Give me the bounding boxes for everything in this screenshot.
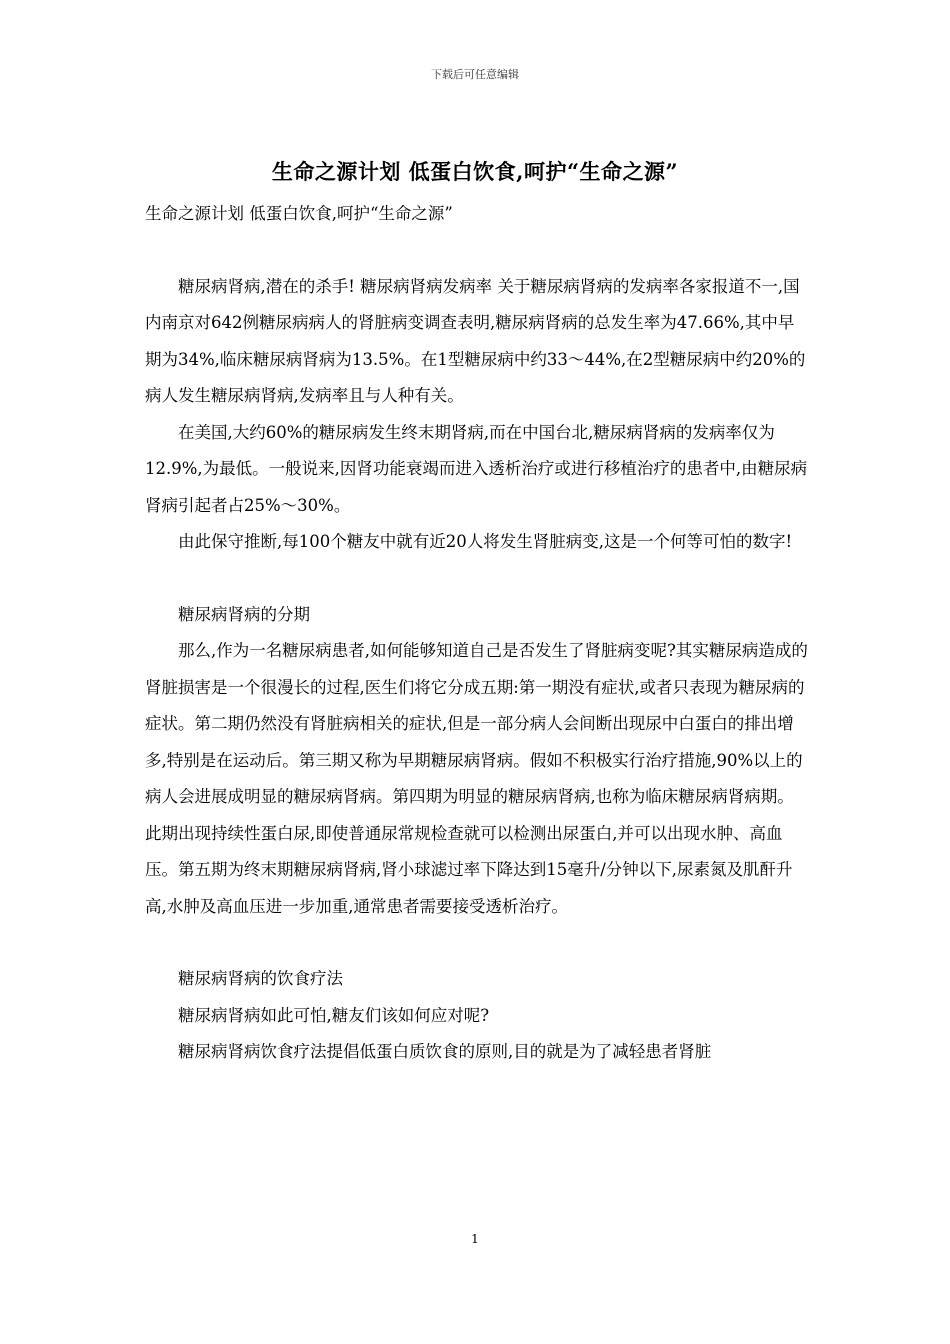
spacer xyxy=(145,233,809,269)
document-title: 生命之源计划 低蛋白饮食,呵护“生命之源” xyxy=(271,159,679,184)
page-header: 下载后可任意编辑 xyxy=(431,68,519,81)
section-heading-stages: 糖尿病肾病的分期 xyxy=(178,604,310,624)
paragraph-diet: 糖尿病肾病饮食疗法提倡低蛋白质饮食的原则,目的就是为了减轻患者肾脏 xyxy=(178,1042,712,1061)
paragraph-stages: 那么,作为一名糖尿病患者,如何能够知道自己是否发生了肾脏病变呢?其实糖尿病造成的肾脏损害是一个很漫长的过程,医生们将它分成五期:第一期没有症状,或者只表现为糖尿病的症状。第二期仍然没有肾脏病相关的症状,但是一部分病人会间断出现尿中白蛋白的排出增多,特别是在运动后。第三期又称为早期糖尿病肾病。假如不积极实行治疗措施,90%以上的病人会进展成明显的糖尿病肾病。第四期为明显的糖尿病肾病,也称为临床糖尿病肾病期。此期出现持续性蛋白尿,即使普通尿常规检查就可以检测出尿蛋白,并可以出现水肿、高血压。第五期为终末期糖尿病肾病,肾小球滤过率下降达到15毫升/分钟以下,尿素氮及肌酐升高,水肿及高血压进一步加重,通常患者需要接受透析治疗。 xyxy=(145,641,808,916)
paragraph-usa-taipei: 在美国,大约60%的糖尿病发生终末期肾病,而在中国台北,糖尿病肾病的发病率仅为12.9%,为最低。一般说来,因肾功能衰竭而进入透析治疗或进行移植治疗的患者中,由糖尿病肾病引起者占25%～30%。 xyxy=(145,422,808,515)
paragraph-incidence: 糖尿病肾病,潜在的杀手! 糖尿病肾病发病率 关于糖尿病肾病的发病率各家报道不一,国内南京对642例糖尿病病人的肾脏病变调查表明,糖尿病肾病的总发生率为47.66%,其中早期为34%,临床糖尿病肾病为13.5%。在1型糖尿病中约33～44%,在2型糖尿病中约20%的病人发生糖尿病肾病,发病率且与人种有关。 xyxy=(145,276,806,405)
section-heading-diet: 糖尿病肾病的饮食疗法 xyxy=(178,969,343,988)
document-body xyxy=(145,196,809,1071)
page-number: 1 xyxy=(471,1232,479,1246)
paragraph-question: 糖尿病肾病如此可怕,糖友们该如何应对呢? xyxy=(178,1005,490,1025)
subtitle: 生命之源计划 低蛋白饮食,呵护“生命之源” xyxy=(145,204,453,223)
paragraph-estimate: 由此保守推断,每100个糖友中就有近20人将发生肾脏病变,这是一个何等可怕的数字! xyxy=(178,532,793,551)
spacer xyxy=(145,561,809,597)
spacer xyxy=(145,925,809,961)
